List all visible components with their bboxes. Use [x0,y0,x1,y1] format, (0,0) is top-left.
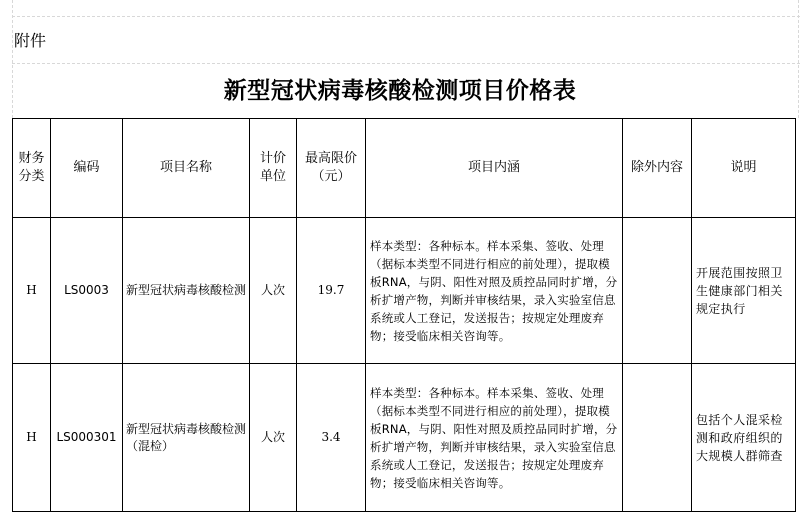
cell-name: 新型冠状病毒核酸检测 [123,218,250,364]
table-header-row [13,119,796,218]
cell-category: H [13,218,51,364]
column-header-note: 说明 [692,119,796,218]
column-header-exclusion: 除外内容 [623,119,692,218]
column-header-category: 财务分类 [13,119,51,218]
table-row [13,218,796,364]
cell-unit: 人次 [250,364,297,512]
column-header-content: 项目内涵 [366,119,623,218]
cell-price: 3.4 [297,364,366,512]
cell-note: 开展范围按照卫生健康部门相关规定执行 [692,218,796,364]
cell-code: LS0003 [51,218,123,364]
column-header-name: 项目名称 [123,119,250,218]
cell-content: 样本类型：各种标本。样本采集、签收、处理（据标本类型不同进行相应的前处理），提取模板RNA，与阴、阳性对照及质控品同时扩增，分析扩增产物，判断并审核结果，录入实验室信息系统或人工登记，发送报告；按规定处理废弃物；接受临床相关咨询等。 [366,218,623,364]
cell-code: LS000301 [51,364,123,512]
cell-price: 19.7 [297,218,366,364]
cell-name: 新型冠状病毒核酸检测（混检） [123,364,250,512]
gridline [12,63,800,64]
cell-unit: 人次 [250,218,297,364]
document-title: 新型冠状病毒核酸检测项目价格表 [223,78,577,104]
column-header-code: 编码 [51,119,123,218]
cell-exclusion [623,218,692,364]
cell-note: 包括个人混采检测和政府组织的大规模人群筛查 [692,364,796,512]
cell-content: 样本类型：各种标本。样本采集、签收、处理（据标本类型不同进行相应的前处理），提取模板RNA，与阴、阳性对照及质控品同时扩增，分析扩增产物，判断并审核结果，录入实验室信息系统或人工登记，发送报告；按规定处理废弃物；接受临床相关咨询等。 [366,364,623,512]
attachment-label: 附件 [14,31,47,50]
price-table [12,118,796,512]
cell-exclusion [623,364,692,512]
gridline [12,16,800,17]
column-header-price: 最高限价（元） [297,119,366,218]
cell-category: H [13,364,51,512]
column-header-unit: 计价单位 [250,119,297,218]
table-row [13,364,796,512]
